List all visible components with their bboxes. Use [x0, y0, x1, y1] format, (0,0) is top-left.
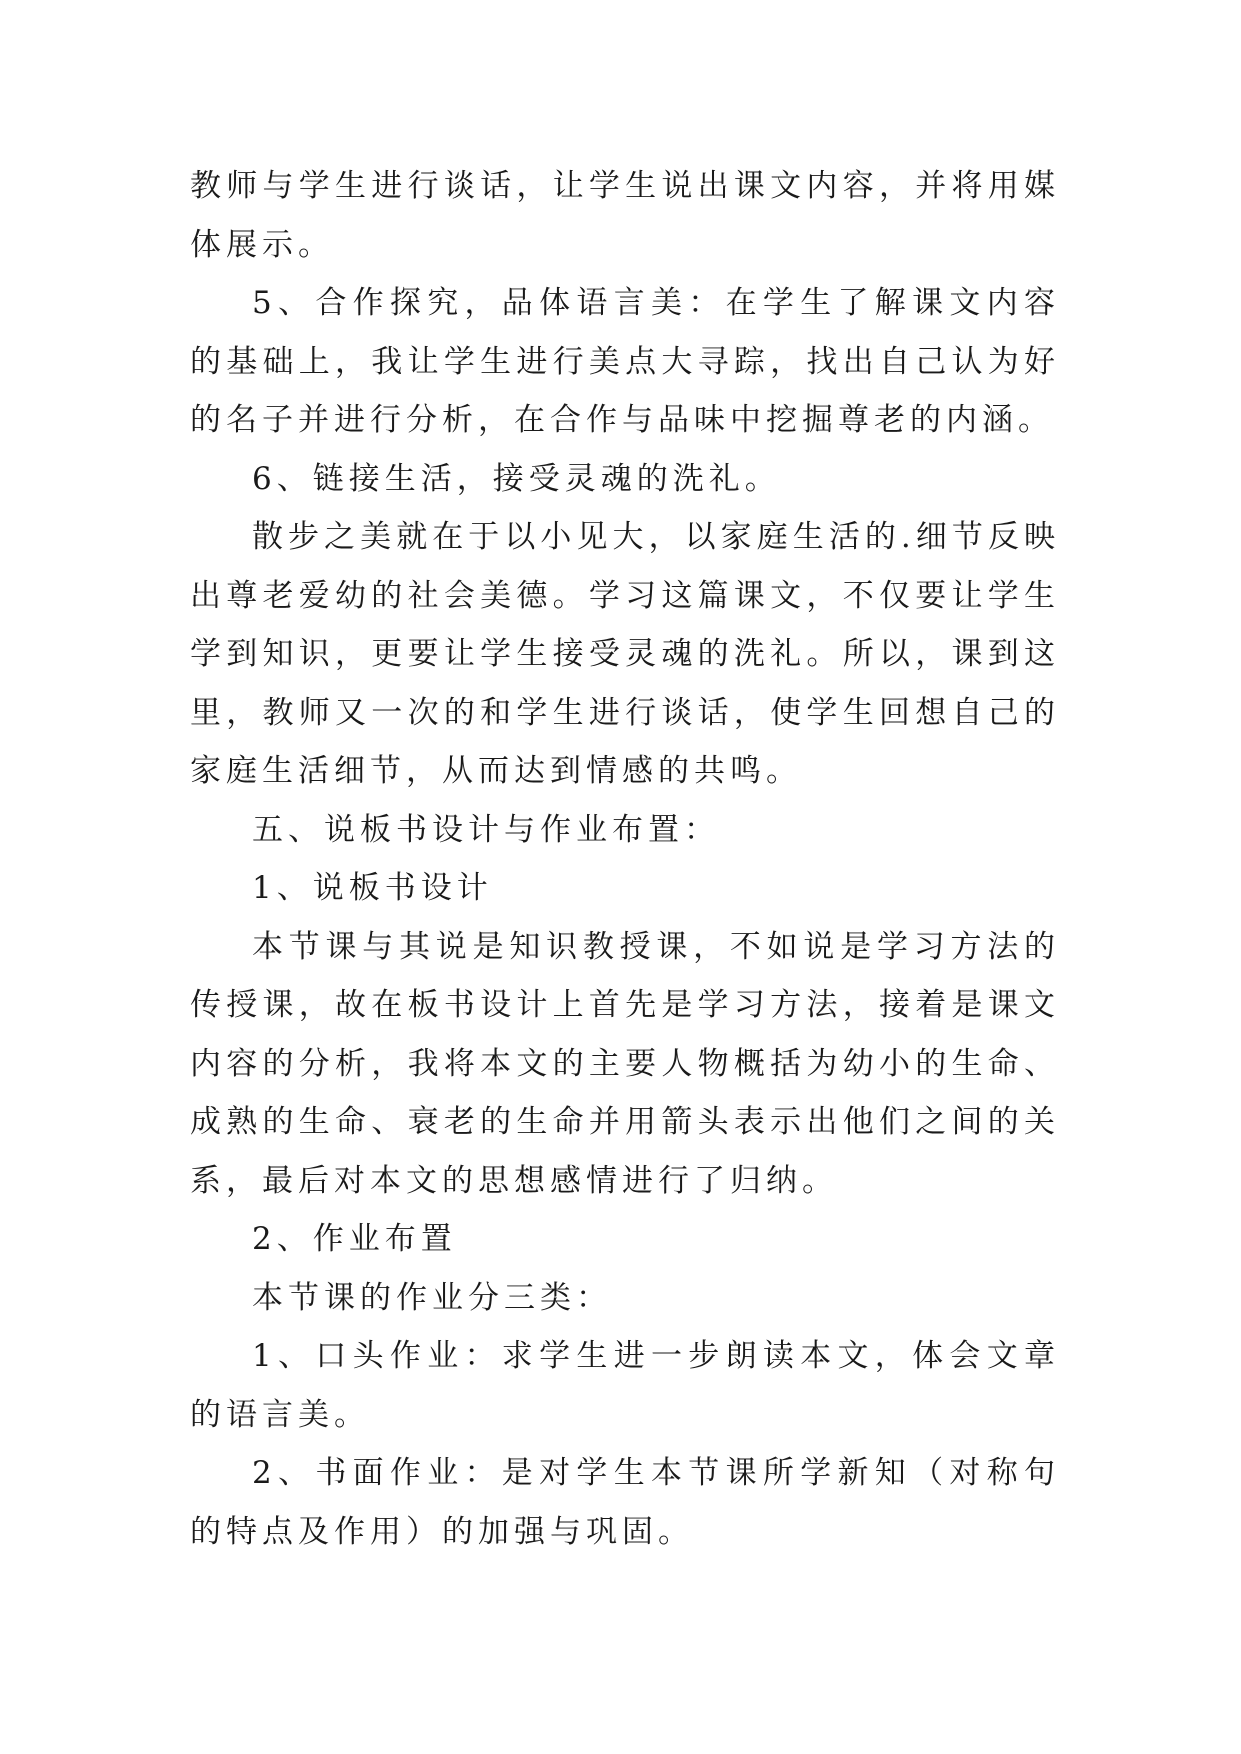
paragraph-10: 1、口头作业：求学生进一步朗读本文，体会文章的语言美。: [190, 1338, 1060, 1433]
subheading-board-design: 1、说板书设计: [252, 870, 493, 906]
paragraph-9: 本节课的作业分三类：: [252, 1279, 612, 1316]
section-heading-5: 五、说板书设计与作业布置：: [252, 811, 720, 848]
document-body: [190, 157, 1060, 1561]
paragraph-1: 教师与学生进行谈话，让学生说出课文内容，并将用媒体展示。: [190, 168, 1060, 263]
paragraph-7: 本节课与其说是知识教授课，不如说是学习方法的传授课，故在板书设计上首先是学习方法，接着是课文内容的分析，我将本文的主要人物概括为幼小的生命、成熟的生命、衰老的生命并用箭头表示出他们之间的关系，最后对本文的思想感情进行了归纳。: [190, 928, 1060, 1199]
paragraph-3: 6、链接生活，接受灵魂的洗礼。: [252, 460, 781, 497]
paragraph-2: 5、合作探究，品体语言美：在学生了解课文内容的基础上，我让学生进行美点大寻踪，找出自己认为好的名子并进行分析，在合作与品味中挖掘尊老的内涵。: [190, 285, 1060, 438]
paragraph-11: 2、书面作业：是对学生本节课所学新知（对称句的特点及作用）的加强与巩固。: [190, 1455, 1060, 1550]
subheading-homework: 2、作业布置: [252, 1221, 457, 1257]
paragraph-4: 散步之美就在于以小见大，以家庭生活的.细节反映出尊老爱幼的社会美德。学习这篇课文，不仅要让学生学到知识，更要让学生接受灵魂的洗礼。所以，课到这里，教师又一次的和学生进行谈话，使学生回想自己的家庭生活细节，从而达到情感的共鸣。: [190, 519, 1060, 789]
